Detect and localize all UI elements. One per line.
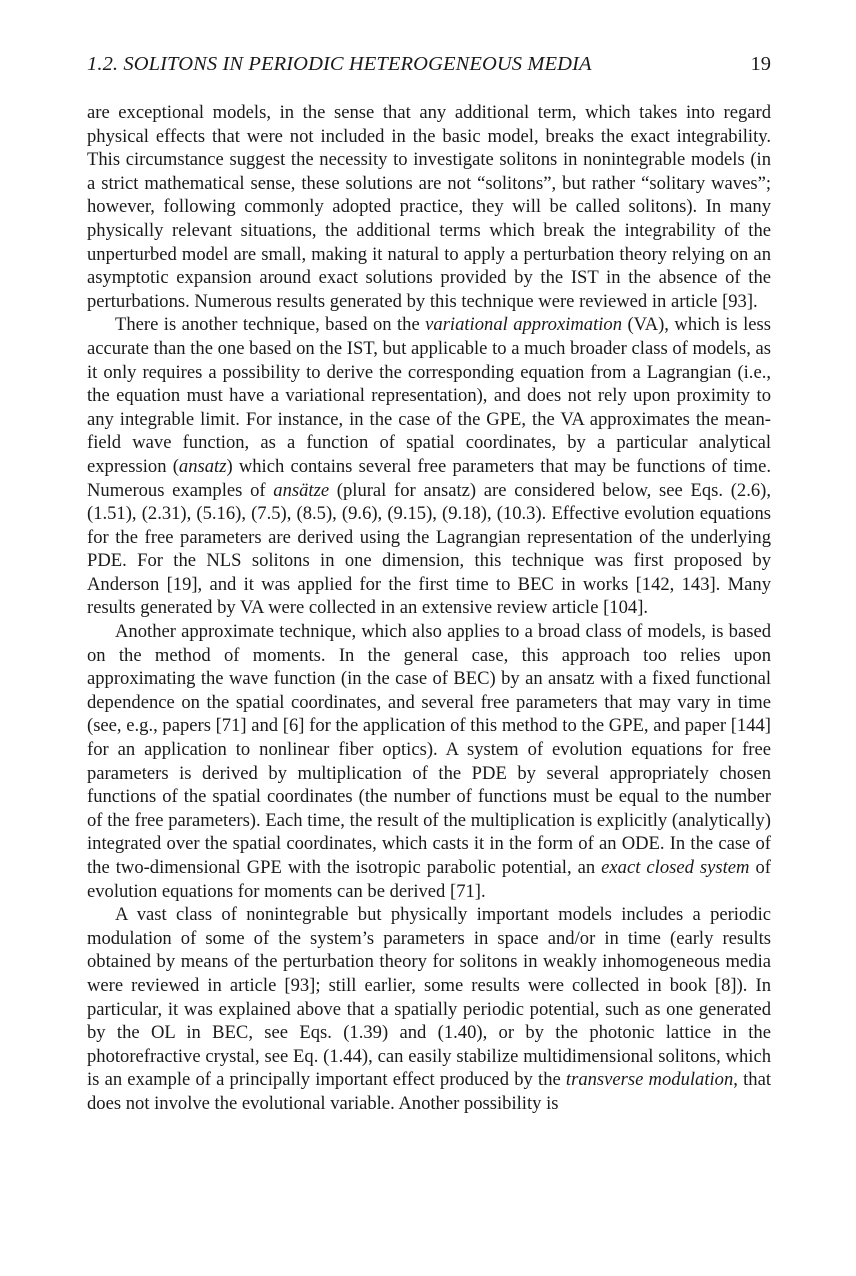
italic-term: ansätze bbox=[273, 479, 330, 501]
italic-term: ansatz bbox=[178, 455, 227, 477]
paragraph-text: (plural for ansatz) are considered below, see Eqs. (2.6), (1.51), (2.31), (5.16), (7.5), (8.5), (9.6), (9.15), (9.18), (10.3). Effective evolution equations for the free parameters are derived using the Lagrangian representation of the underlying PDE. For the NLS solitons in one dimension, this technique was first proposed by Anderson [19], and it was applied for the first time to BEC in works [142, 143]. Many results generated by VA were collected in an extensive review article [104]. bbox=[87, 479, 771, 619]
paragraph-1 bbox=[87, 101, 771, 313]
body-text bbox=[87, 101, 771, 1116]
paragraph-text: A vast class of nonintegrable but physically important models includes a periodic modulation of some of the system’s parameters in space and/or in time (early results obtained by means of the perturbation theory for solitons in weakly inhomogeneous media were reviewed in article [93]; still earlier, some results were collected in book [8]). In particular, it was explained above that a spatially periodic potential, such as one generated by the OL in BEC, see Eqs. (1.39) and (1.40), or by the photonic lattice in the photorefractive crystal, see Eq. (1.44), can easily stabilize multidimensional solitons, which is an example of a principally important effect produced by the bbox=[87, 904, 771, 1091]
book-page bbox=[87, 50, 771, 1116]
paragraph-text: There is another technique, based on the bbox=[115, 314, 426, 336]
paragraph-text: , that does not involve the evolutional variable. Another possibility is bbox=[87, 1069, 771, 1114]
page-number: 19 bbox=[750, 53, 771, 75]
paragraph-4 bbox=[87, 903, 771, 1115]
paragraph-text: are exceptional models, in the sense that any additional term, which takes into regard physical effects that were not included in the basic model, breaks the exact integrability. This circumstance suggest the necessity to investigate solitons in nonintegrable models (in a strict mathematical sense, these solutions are not “solitons”, but rather “solitary waves”; however, following commonly adopted practice, they will be called solitons). In many physically relevant situations, the additional terms which break the integrability of the unperturbed model are small, making it natural to apply a perturbation theory relying on an asymptotic expansion around exact solutions provided by the IST in the absence of the perturbations. Numerous results generated by this technique were reviewed in article [93]. bbox=[87, 102, 771, 312]
running-title: 1.2. SOLITONS IN PERIODIC HETEROGENEOUS MEDIA bbox=[87, 53, 592, 75]
paragraph-2 bbox=[87, 313, 771, 620]
italic-term: transverse modulation bbox=[565, 1069, 734, 1091]
running-head bbox=[87, 50, 771, 78]
paragraph-text: of evolution equations for moments can be derived [71]. bbox=[87, 857, 771, 902]
paragraph-text: (VA), which is less accurate than the one based on the IST, but applicable to a much broader class of models, as it only requires a possibility to derive the corresponding equation from a Lagrangian (i.e., the equation must have a variational representation), and does not rely upon proximity to any integrable limit. For instance, in the case of the GPE, the VA approximates the mean-field wave function, as a function of spatial coordinates, by a particular analytical expression ( bbox=[87, 314, 771, 477]
paragraph-text: ) which contains several free parameters that may be functions of time. Numerous examples of bbox=[87, 455, 771, 501]
italic-term: exact closed system bbox=[601, 857, 750, 878]
paragraph-3 bbox=[87, 620, 771, 903]
paragraph-text: Another approximate technique, which also applies to a broad class of models, is based on the method of moments. In the general case, this approach too relies upon approximating the wave function (in the case of BEC) by an ansatz with a fixed functional dependence on the spatial coordinates, and several free parameters that may vary in time (see, e.g., papers [71] and [6] for the application of this method to the GPE, and paper [144] for an application to nonlinear fiber optics). A system of evolution equations for free parameters is derived by multiplication of the PDE by several appropriately chosen functions of the spatial coordinates (the number of functions must be equal to the number of the free parameters). Each time, the result of the multiplication is explicitly (analytically) integrated over the spatial coordinates, which casts it in the form of an ODE. In the case of the two-dimensional GPE with the isotropic parabolic potential, an bbox=[87, 621, 771, 878]
italic-term: variational approximation bbox=[425, 314, 623, 336]
